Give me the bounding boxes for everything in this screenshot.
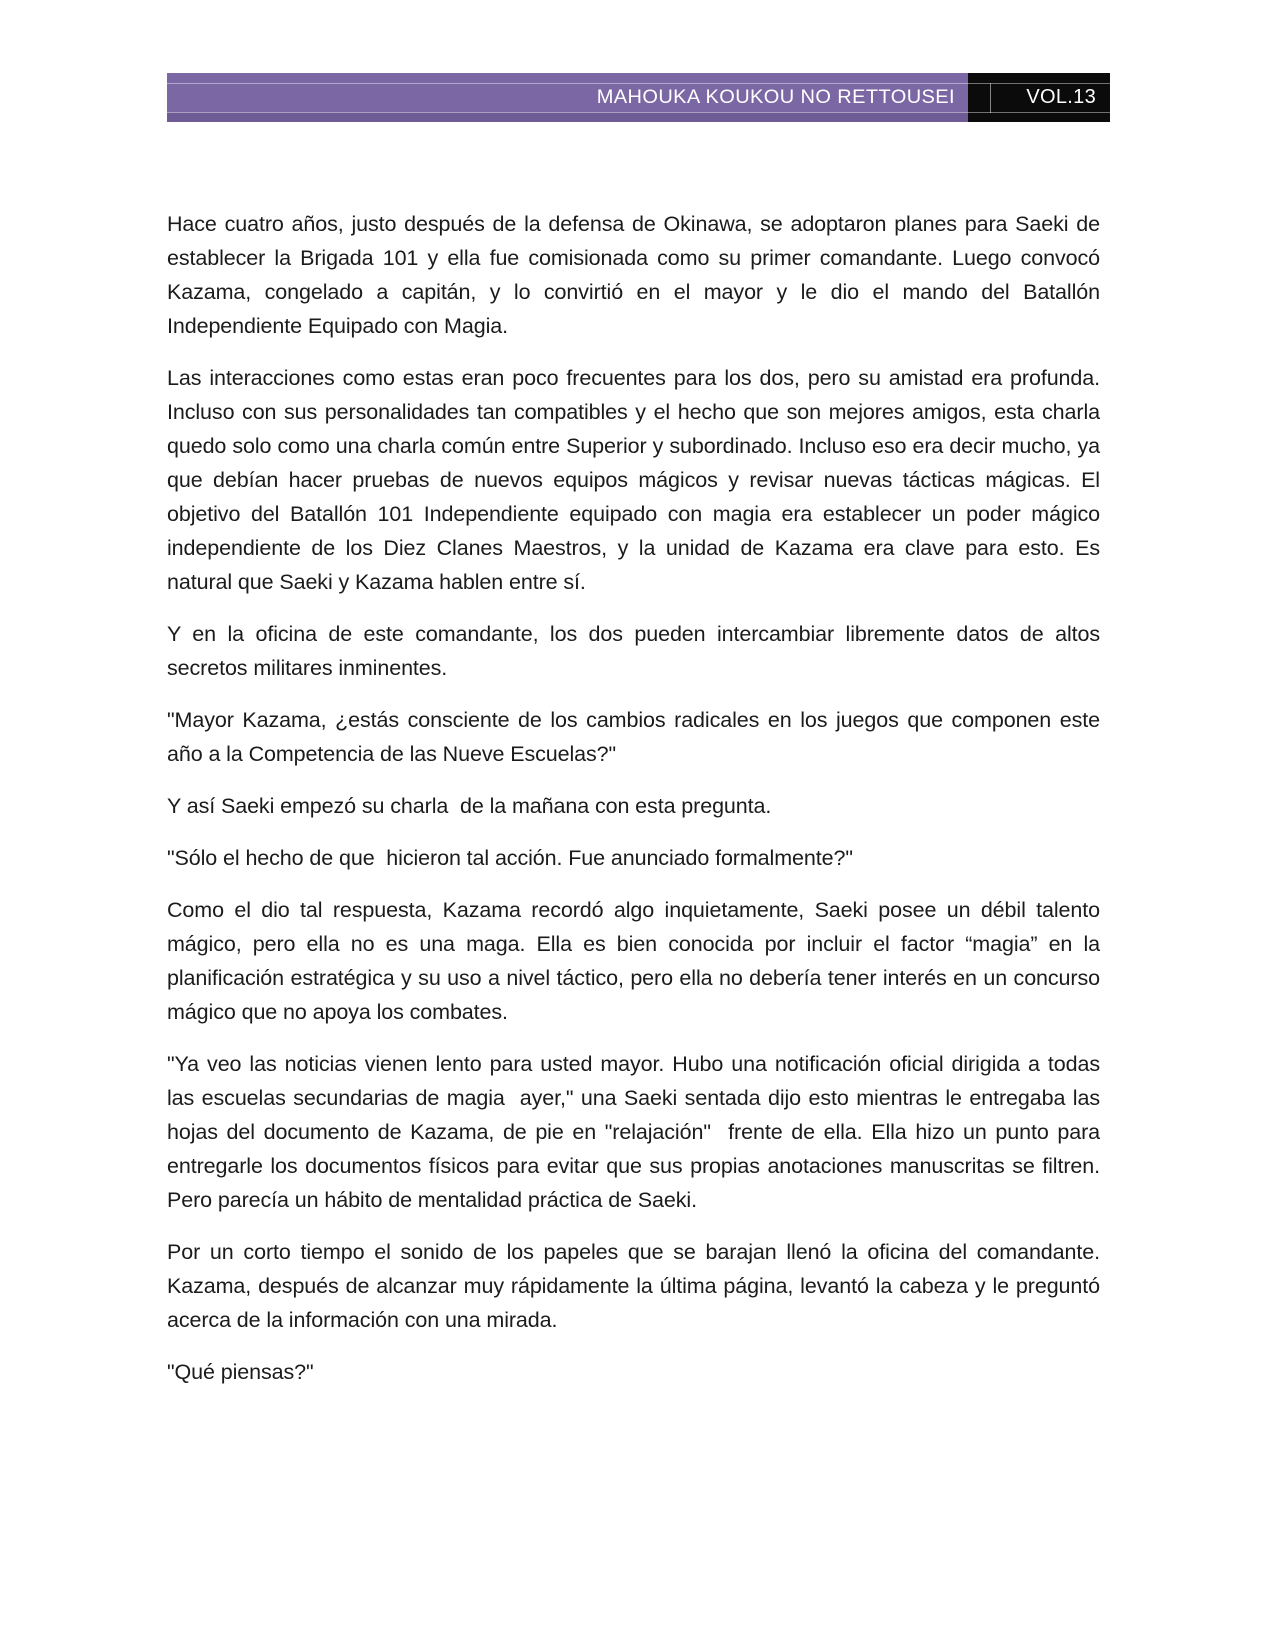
document-body: [167, 207, 1106, 1407]
paragraph: "Qué piensas?": [167, 1360, 314, 1384]
header-band: [167, 73, 1110, 122]
paragraph: "Mayor Kazama, ¿estás consciente de los cambios radicales en los juegos que componen este año a la Competencia de las Nueve Escuelas?": [167, 708, 1106, 766]
volume-badge: [968, 73, 1110, 122]
paragraph: Hace cuatro años, justo después de la defensa de Okinawa, se adoptaron planes para Saeki de establecer la Brigada 101 y ella fue comisionada como su primer comandante. Luego convocó Kazama, congelado a capitán, y lo convirtió en el mayor y le dio el mando del Batallón Independiente Equipado con Magia.: [167, 212, 1106, 338]
paragraph: Como el dio tal respuesta, Kazama recordó algo inquietamente, Saeki posee un débil talento mágico, pero ella no es una maga. Ella es bien conocida por incluir el factor “magia” en la planificación estratégica y su uso a nivel táctico, pero ella no debería tener interés en un concurso mágico que no apoya los combates.: [167, 898, 1106, 1024]
paragraph: "Ya veo las noticias vienen lento para usted mayor. Hubo una notificación oficial dirigida a todas las escuelas secundarias de magia ayer," una Saeki sentada dijo esto mientras le entregaba las hojas del documento de Kazama, de pie en "relajación" frente de ella. Ella hizo un punto para entregarle los documentos físicos para evitar que sus propias anotaciones manuscritas se filtren. Pero parecía un hábito de mentalidad práctica de Saeki.: [167, 1052, 1106, 1212]
volume-label: VOL.13: [1026, 86, 1096, 108]
paragraph: "Sólo el hecho de que hicieron tal acción. Fue anunciado formalmente?": [167, 846, 853, 870]
paragraph: Y así Saeki empezó su charla de la mañana con esta pregunta.: [167, 794, 772, 818]
paragraph: Las interacciones como estas eran poco frecuentes para los dos, pero su amistad era profunda. Incluso con sus personalidades tan compatibles y el hecho que son mejores amigos, esta charla quedo solo como una charla común entre Superior y subordinado. Incluso eso era decir mucho, ya que debían hacer pruebas de nuevos equipos mágicos y revisar nuevas tácticas mágicas. El objetivo del Batallón 101 Independiente equipado con magia era establecer un poder mágico independiente de los Diez Clanes Maestros, y la unidad de Kazama era clave para esto. Es natural que Saeki y Kazama hablen entre sí.: [167, 366, 1106, 594]
document-title: MAHOUKA KOUKOU NO RETTOUSEI: [596, 86, 955, 108]
paragraph: Y en la oficina de este comandante, los dos pueden intercambiar libremente datos de altos secretos militares inminentes.: [167, 622, 1106, 680]
header-title-cell: [167, 73, 968, 122]
paragraph: Por un corto tiempo el sonido de los papeles que se barajan llenó la oficina del comandante. Kazama, después de alcanzar muy rápidamente la última página, levantó la cabeza y le preguntó acerca de la información con una mirada.: [167, 1240, 1106, 1332]
volume-divider-line: [990, 83, 991, 113]
